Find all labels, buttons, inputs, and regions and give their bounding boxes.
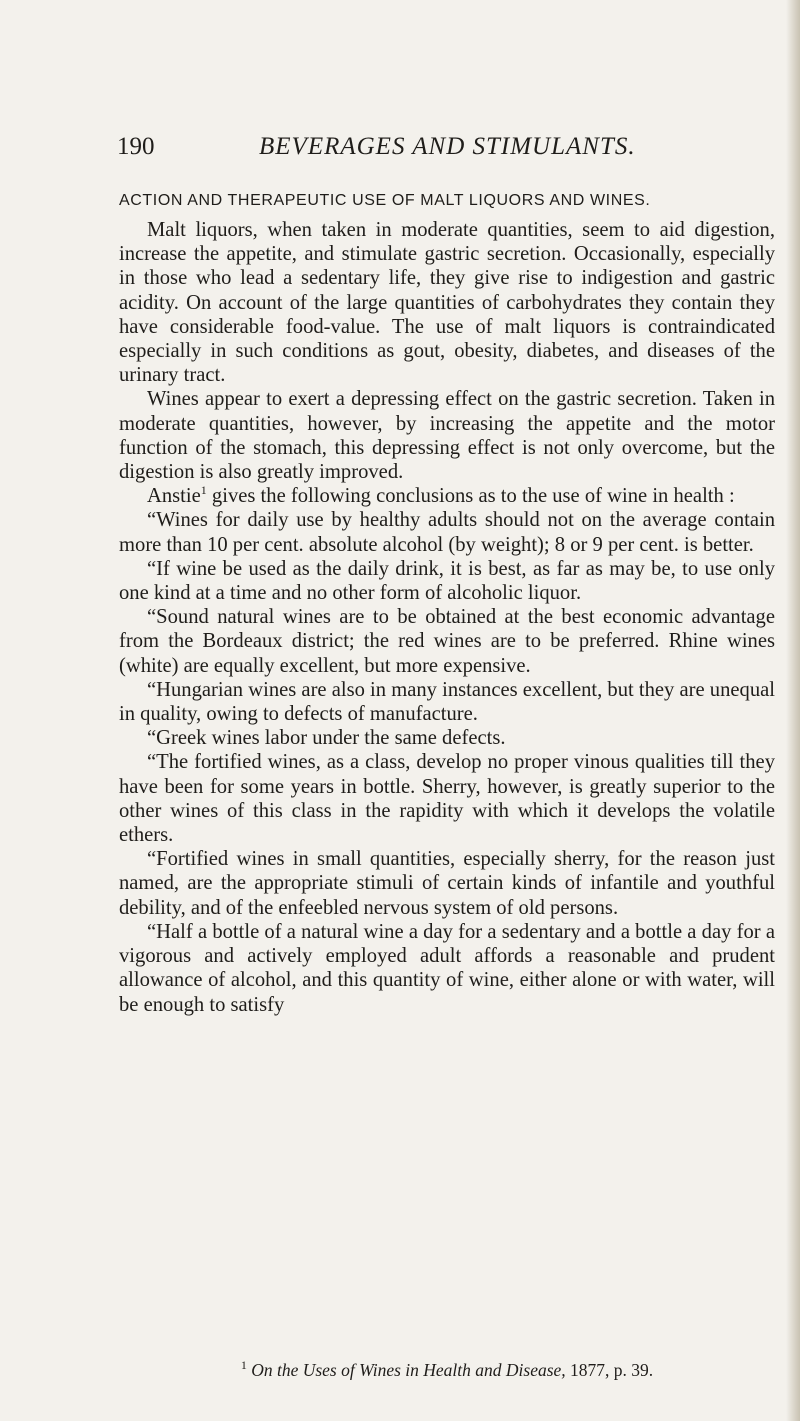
paragraph-anstie — [119, 484, 775, 508]
paragraph: “The fortified wines, as a class, develop no proper vinous qualities till they have been for some years in bottle. Sherry, however, is greatly superior to the other wines of this class in the rapidity with which it develops the volatile ethers. — [119, 751, 775, 847]
page-edge-shadow — [786, 0, 800, 1421]
paragraph: “Hungarian wines are also in many instances excellent, but they are unequal in quality, owing to defects of manufacture. — [119, 678, 775, 726]
footnote-citation: 1877, p. 39. — [565, 1360, 654, 1380]
paragraph: “If wine be used as the daily drink, it is best, as far as may be, to use only one kind at a time and no other form of alcoholic liquor. — [119, 557, 775, 605]
body-text — [119, 218, 775, 1017]
paragraph: “Greek wines labor under the same defects. — [147, 727, 506, 750]
paragraph: “Half a bottle of a natural wine a day for a sedentary and a bottle a day for a vigorous and actively employed adult affords a reasonable and prudent allowance of alcohol, and this quantity of wine, either alone or with water, will be enough to satisfy — [119, 920, 775, 1016]
running-header — [117, 131, 757, 163]
paragraph: Malt liquors, when taken in moderate quantities, seem to aid digestion, increase the appetite, and stimulate gastric secretion. Occasionally, especially in those who lead a sedentary life, they give rise to indigestion and gastric acidity. On account of the large quantities of carbohydrates they contain they have considerable food-value. The use of malt liquors is contraindicated especially in such conditions as gout, obesity, diabetes, and diseases of the urinary tract. — [119, 219, 775, 387]
section-heading: ACTION AND THERAPEUTIC USE OF MALT LIQUORS AND WINES. — [119, 192, 651, 209]
paragraph: “Fortified wines in small quantities, especially sherry, for the reason just named, are the appropriate stimuli of certain kinds of infantile and youthful debility, and of the enfeebled nervous system of old persons. — [119, 848, 775, 919]
footnote-marker: 1 — [240, 1358, 247, 1373]
paragraph-text: gives the following conclusions as to the use of wine in health : — [206, 485, 735, 508]
footnote-title: On the Uses of Wines in Health and Disease, — [251, 1360, 566, 1380]
footnote-reference: 1 — [200, 483, 207, 498]
footnote — [119, 1359, 775, 1381]
page-number: 190 — [117, 133, 155, 160]
running-title: BEVERAGES AND STIMULANTS. — [259, 133, 636, 160]
paragraph: “Sound natural wines are to be obtained at the best economic advantage from the Bordeaux district; the red wines are to be preferred. Rhine wines (white) are equally excellent, but more expensive. — [119, 606, 775, 677]
paragraph: Wines appear to exert a depressing effect on the gastric secretion. Taken in moderate quantities, however, by increasing the appetite and the motor function of the stomach, this depressing effect is not only overcome, but the digestion is also greatly improved. — [119, 388, 775, 484]
paragraph-text: Anstie — [147, 485, 201, 508]
paragraph: “Wines for daily use by healthy adults should not on the average contain more than 10 per cent. absolute alcohol (by weight); 8 or 9 per cent. is better. — [119, 509, 775, 556]
